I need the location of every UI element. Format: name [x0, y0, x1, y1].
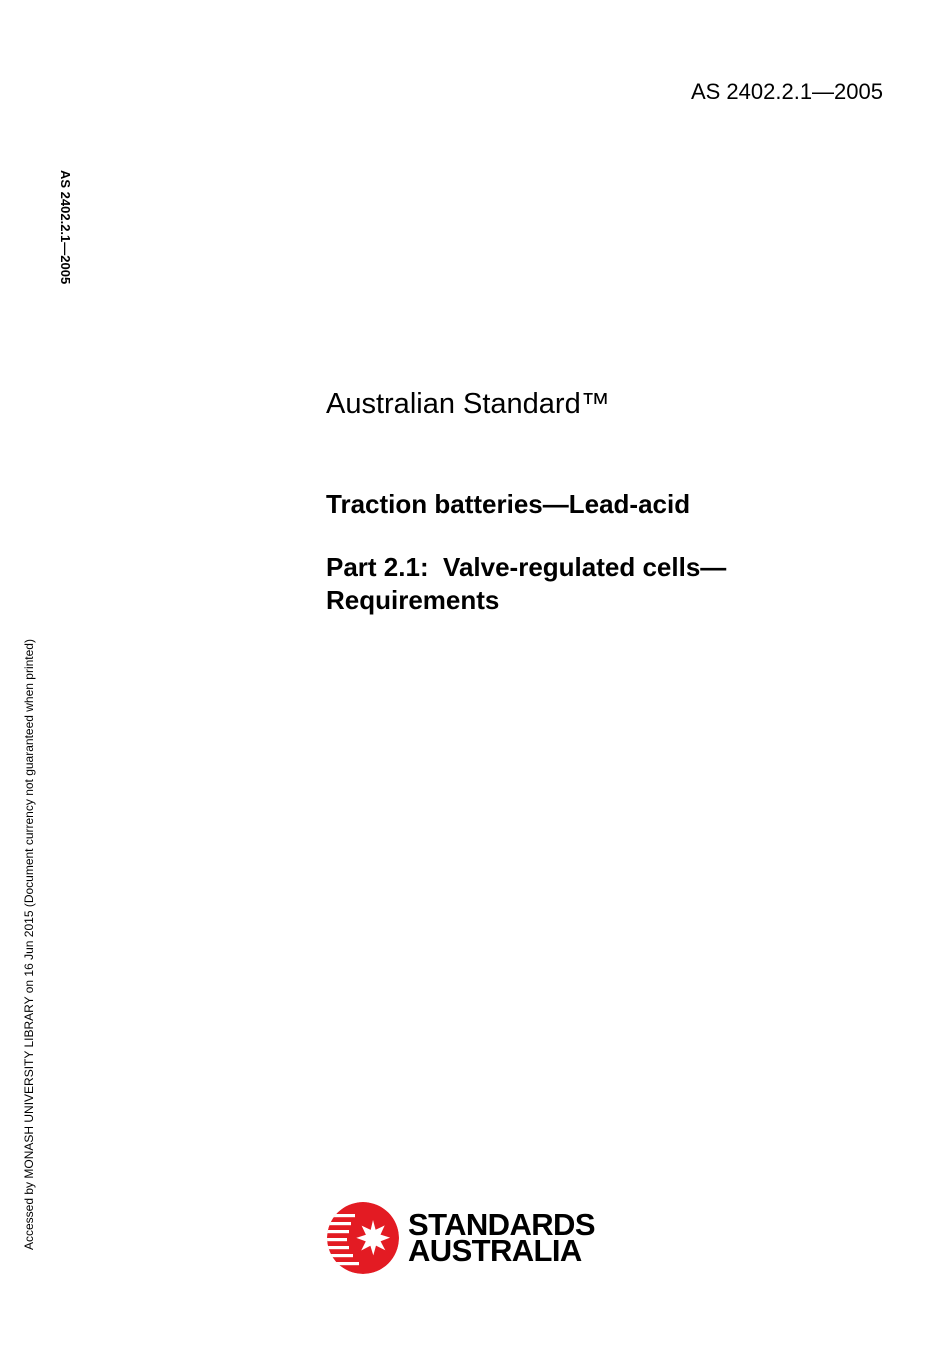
standard-title: Traction batteries—Lead-acid: [326, 489, 691, 519]
access-watermark-note: Accessed by MONASH UNIVERSITY LIBRARY on 16 Jun 2015 (Document currency not guaranteed when printed): [22, 639, 36, 1250]
spine-document-number: AS 2402.2.1—2005: [58, 170, 73, 285]
series-title: Australian Standard™: [326, 388, 610, 420]
star-emblem-icon: [325, 1200, 401, 1276]
logo-word-standards: STANDARDS: [408, 1207, 595, 1242]
part-title-line-2: Requirements: [326, 585, 500, 615]
part-title: [326, 551, 726, 617]
logo-word-australia: AUSTRALIA: [408, 1233, 582, 1268]
document-number: AS 2402.2.1—2005: [690, 79, 883, 104]
standards-australia-logo: [325, 1200, 595, 1276]
part-title-line-1: Part 2.1: Valve-regulated cells—: [326, 552, 727, 582]
